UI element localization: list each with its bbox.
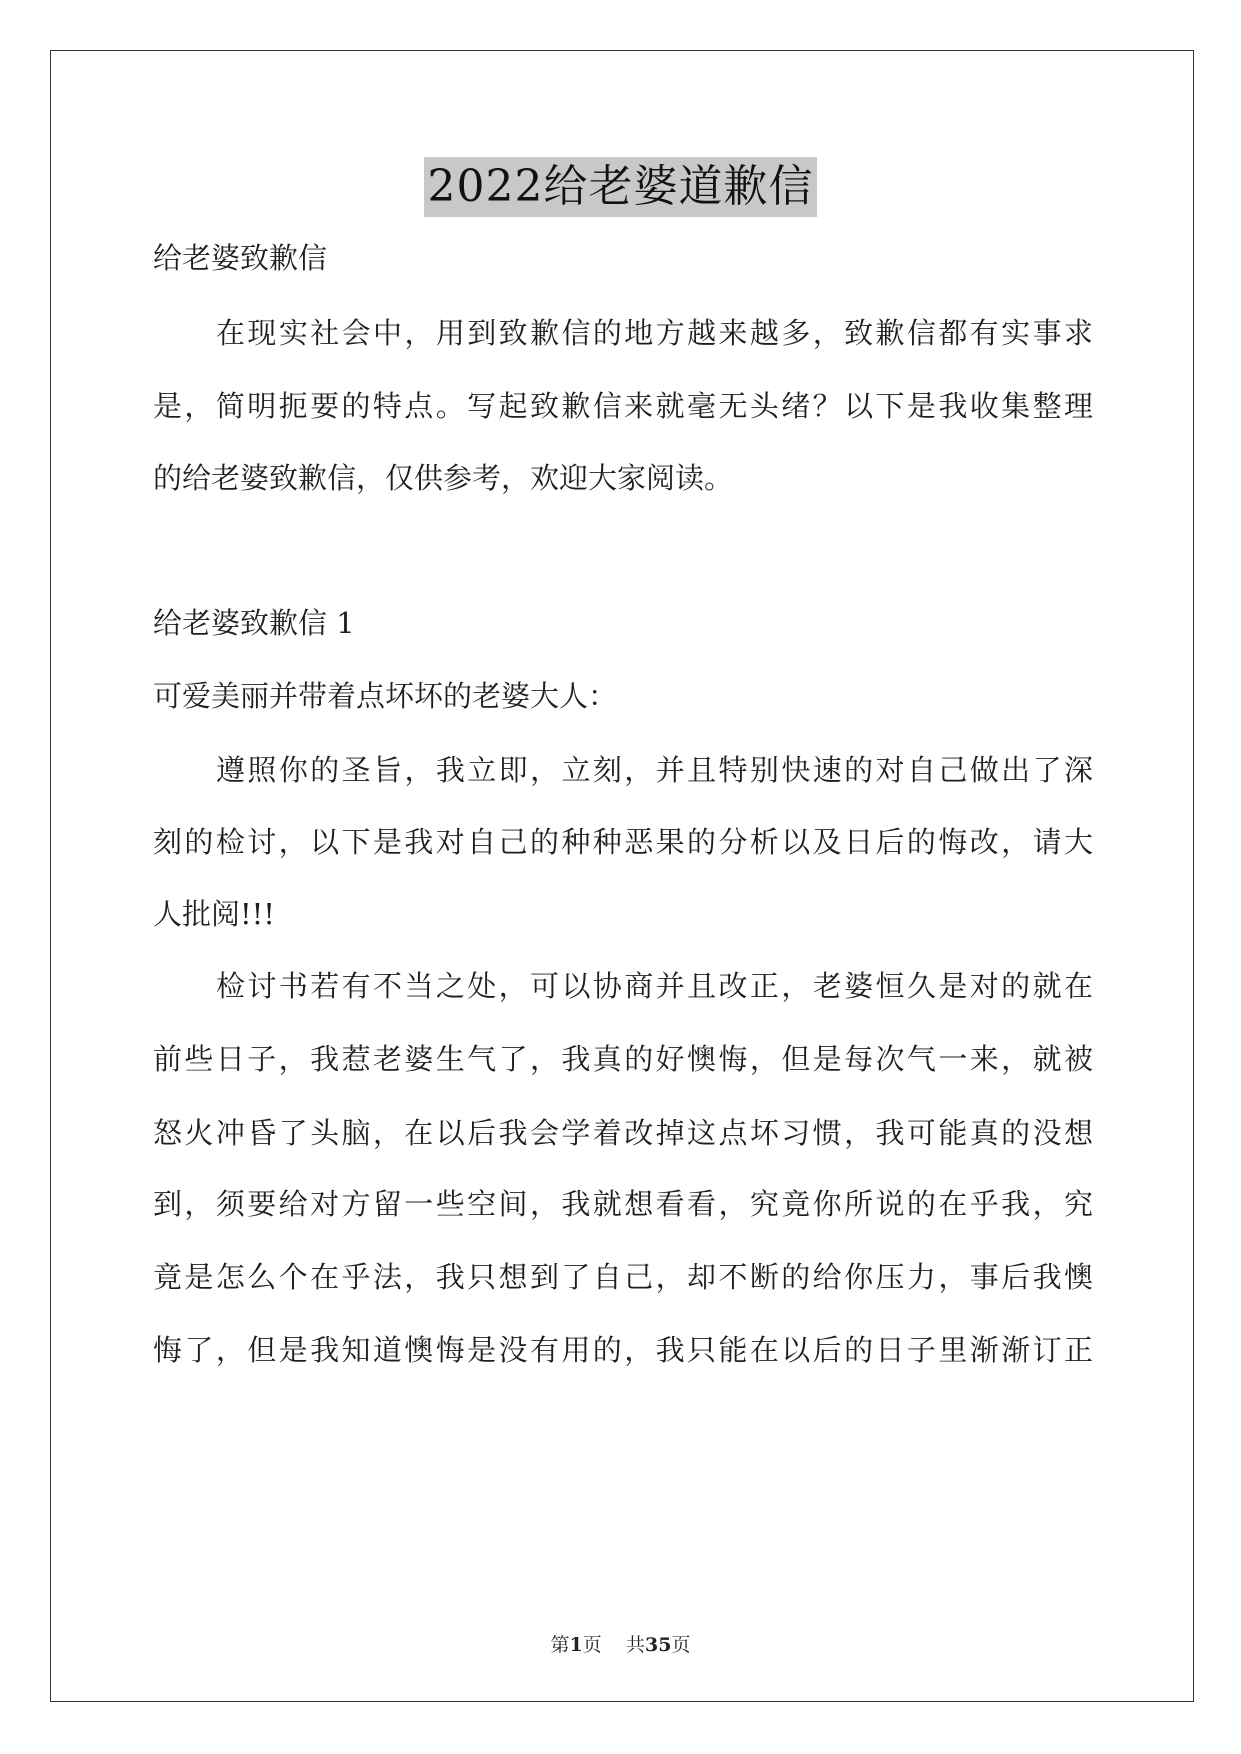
intro-line: 在现实社会中，用到致歉信的地方越来越多，致歉信都有实事求 <box>216 316 1093 350</box>
document-title: 2022给老婆道歉信 <box>424 157 818 217</box>
footer-page-number: 1 <box>569 1634 583 1656</box>
paragraph-line: 怒火冲昏了头脑，在以后我会学着改掉这点坏习惯，我可能真的没想 <box>153 1116 1093 1150</box>
paragraph-line: 刻的检讨，以下是我对自己的种种恶果的分析以及日后的悔改，请大 <box>153 825 1093 859</box>
title-container <box>0 157 1241 217</box>
paragraph-line: 前些日子，我惹老婆生气了，我真的好懊悔，但是每次气一来，就被 <box>153 1042 1093 1076</box>
paragraph-line: 到，须要给对方留一些空间，我就想看看，究竟你所说的在乎我，究 <box>153 1187 1093 1221</box>
paragraph-line: 悔了，但是我知道懊悔是没有用的，我只能在以后的日子里渐渐订正 <box>153 1333 1093 1367</box>
document-subtitle: 给老婆致歉信 <box>153 241 328 275</box>
paragraph-line: 检讨书若有不当之处，可以协商并且改正，老婆恒久是对的就在 <box>216 969 1093 1003</box>
intro-line: 是，简明扼要的特点。写起致歉信来就毫无头绪？以下是我收集整理 <box>153 389 1093 423</box>
footer-page-unit: 页 <box>582 1634 602 1656</box>
footer-total-unit: 页 <box>671 1634 691 1656</box>
salutation: 可爱美丽并带着点坏坏的老婆大人： <box>153 679 618 713</box>
footer-total-prefix: 共 <box>625 1634 645 1656</box>
paragraph-line: 遵照你的圣旨，我立即，立刻，并且特别快速的对自己做出了深 <box>216 753 1093 787</box>
footer-prefix: 第 <box>550 1634 570 1656</box>
page-border <box>50 50 1194 1702</box>
section-heading: 给老婆致歉信 1 <box>153 606 355 640</box>
page-footer <box>0 1632 1241 1658</box>
intro-line: 的给老婆致歉信，仅供参考，欢迎大家阅读。 <box>153 461 734 495</box>
footer-total-pages: 35 <box>644 1634 672 1656</box>
paragraph-line: 人批阅!!! <box>153 897 275 931</box>
paragraph-line: 竟是怎么个在乎法，我只想到了自己，却不断的给你压力，事后我懊 <box>153 1260 1093 1294</box>
